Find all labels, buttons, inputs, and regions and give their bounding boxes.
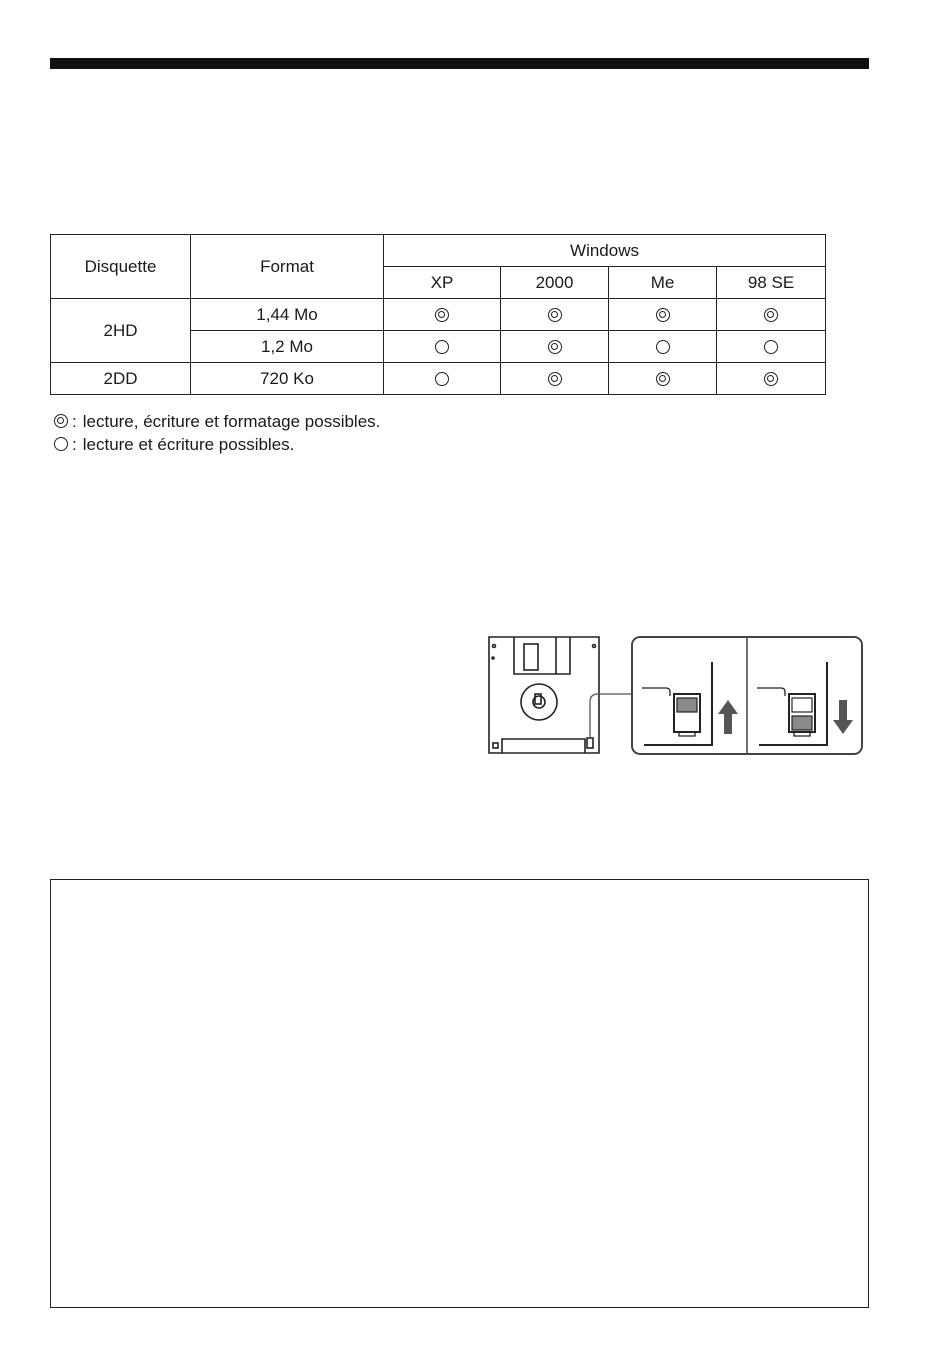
circle-icon	[656, 340, 670, 354]
legend-read-write	[54, 434, 294, 456]
double-circle-icon	[548, 340, 562, 354]
support-cell	[717, 331, 826, 363]
support-cell	[384, 331, 501, 363]
table-row	[51, 299, 826, 331]
disk-type-cell: 2HD	[51, 299, 191, 363]
format-cell: 1,2 Mo	[191, 331, 384, 363]
double-circle-icon	[548, 308, 562, 322]
compatibility-table	[50, 234, 826, 395]
format-cell: 1,44 Mo	[191, 299, 384, 331]
header-disquette: Disquette	[51, 235, 191, 299]
support-cell	[609, 299, 717, 331]
double-circle-icon	[764, 372, 778, 386]
double-circle-icon	[54, 414, 68, 428]
arrow-down-icon	[833, 700, 853, 734]
legend-full	[54, 411, 380, 433]
support-cell	[501, 331, 609, 363]
top-rule	[50, 58, 869, 69]
header-os-2000: 2000	[501, 267, 609, 299]
format-cell: 720 Ko	[191, 363, 384, 395]
support-cell	[609, 331, 717, 363]
legend-separator: :	[72, 435, 77, 454]
floppy-disk-icon	[489, 637, 599, 753]
circle-icon	[54, 437, 68, 451]
double-circle-icon	[548, 372, 562, 386]
legend-full-text: lecture, écriture et formatage possibles.	[82, 412, 381, 431]
write-protect-figure	[486, 634, 866, 758]
support-cell	[384, 363, 501, 395]
write-protect-tab-icon	[757, 662, 827, 745]
header-os-me: Me	[609, 267, 717, 299]
note-box	[50, 879, 869, 1308]
header-format: Format	[191, 235, 384, 299]
circle-icon	[764, 340, 778, 354]
header-windows: Windows	[384, 235, 826, 267]
header-os-98se: 98 SE	[717, 267, 826, 299]
write-protect-tab-icon	[642, 662, 712, 745]
support-cell	[384, 299, 501, 331]
arrow-up-icon	[718, 700, 738, 734]
support-cell	[609, 363, 717, 395]
double-circle-icon	[435, 308, 449, 322]
disk-type-cell: 2DD	[51, 363, 191, 395]
support-cell	[717, 299, 826, 331]
table-row	[51, 363, 826, 395]
circle-icon	[435, 372, 449, 386]
double-circle-icon	[764, 308, 778, 322]
double-circle-icon	[656, 372, 670, 386]
support-cell	[717, 363, 826, 395]
support-cell	[501, 363, 609, 395]
support-cell	[501, 299, 609, 331]
double-circle-icon	[656, 308, 670, 322]
legend-separator: :	[72, 412, 77, 431]
legend-read-write-text: lecture et écriture possibles.	[82, 435, 295, 454]
circle-icon	[435, 340, 449, 354]
header-os-xp: XP	[384, 267, 501, 299]
